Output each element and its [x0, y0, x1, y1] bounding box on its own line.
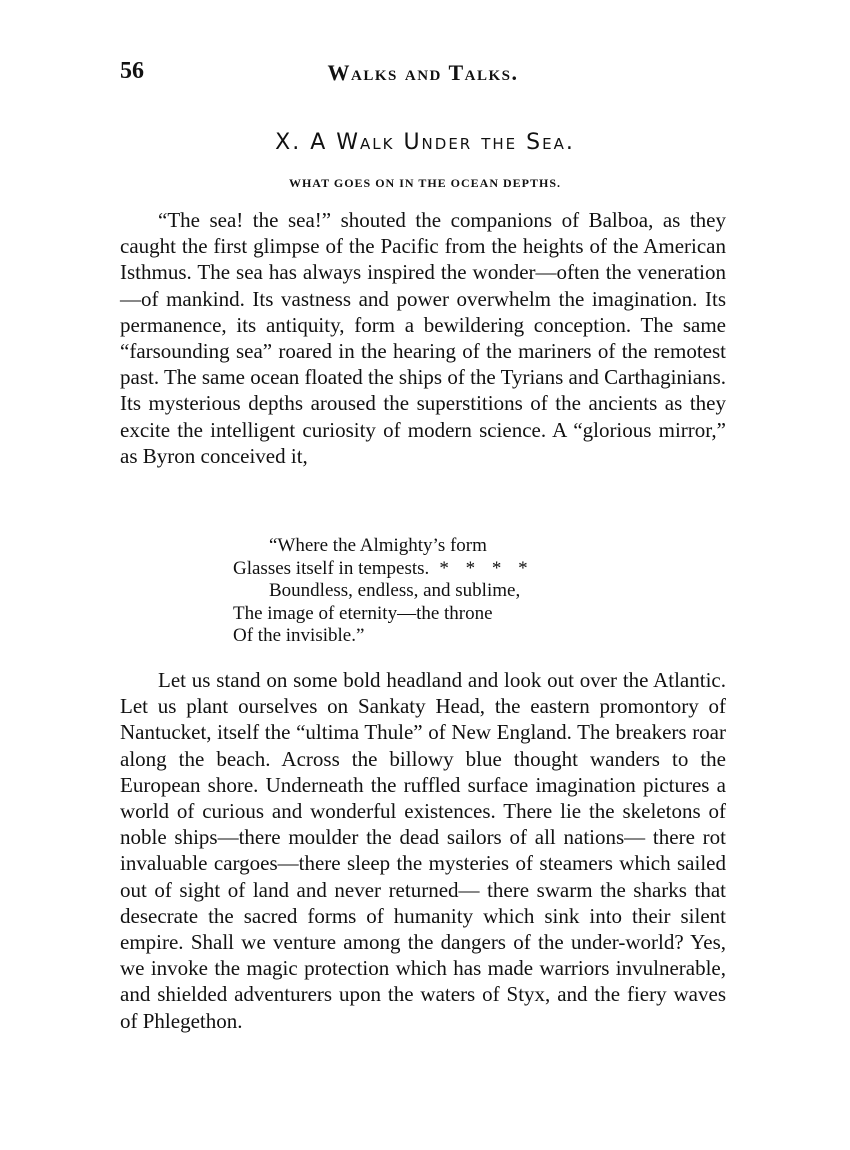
running-head: [120, 58, 726, 92]
paragraph-2-block: [120, 667, 726, 1034]
poem-line-1: “Where the Almighty’s form: [269, 535, 487, 556]
paragraph-1: “The sea! the sea!” shouted the companions of Balboa, as they caught the first glimpse of the Pacific from the heights of the American Isthmus. The sea has always inspired the wonder—often the veneration—of mankind. Its vastness and power overwhelm the imagination. Its permanence, its antiquity, form a bewildering conception. The same “farsounding sea” roared in the hearing of the mariners of the remotest past. The same ocean floated the ships of the Tyrians and Carthaginians. Its mysterious depths aroused the superstitions of the ancients as they excite the intelligent curiosity of modern science. A “glorious mirror,” as Byron conceived it,: [120, 208, 727, 468]
paragraph-1-block: [120, 207, 726, 469]
poem-line-4: The image of eternity—the throne: [233, 602, 493, 624]
poem-line-3: Boundless, endless, and sublime,: [269, 580, 521, 601]
paragraph-2: Let us stand on some bold headland and look out over the Atlantic. Let us plant ourselves on Sankaty Head, the eastern promontory of Nantucket, itself the “ultima Thule” of New England. The breakers roar along the beach. Across the billowy blue thought wanders to the European shore. Underneath the ruffled surface imagination pictures a world of curious and wonderful existences. There lie the skeletons of noble ships—there moulder the dead sailors of all nations— there rot invaluable cargoes—there sleep the mysteries of steamers which sailed out of sight of land and never returned— there swarm the sharks that desecrate the sacred forms of humanity which sink into their silent empire. Shall we venture among the dangers of the under-world? Yes, we invoke the magic protection which has made warriors invulnerable, and shielded adventurers upon the waters of Styx, and the fiery waves of Phlegethon.: [120, 668, 726, 1033]
page-number: 56: [120, 58, 144, 84]
poem-line-2-wrap: [233, 558, 653, 581]
poem-quote: [233, 535, 653, 648]
poem-line-5: Of the invisible.”: [233, 625, 365, 646]
chapter-title: X. A Walk Under the Sea.: [275, 130, 575, 155]
chapter-subtitle: WHAT GOES ON IN THE OCEAN DEPTHS.: [288, 176, 562, 190]
running-title: Walks and Talks.: [327, 60, 519, 85]
poem-line-2: Glasses itself in tempests.: [233, 557, 430, 579]
poem-ellipsis-stars: * * * *: [439, 557, 534, 579]
